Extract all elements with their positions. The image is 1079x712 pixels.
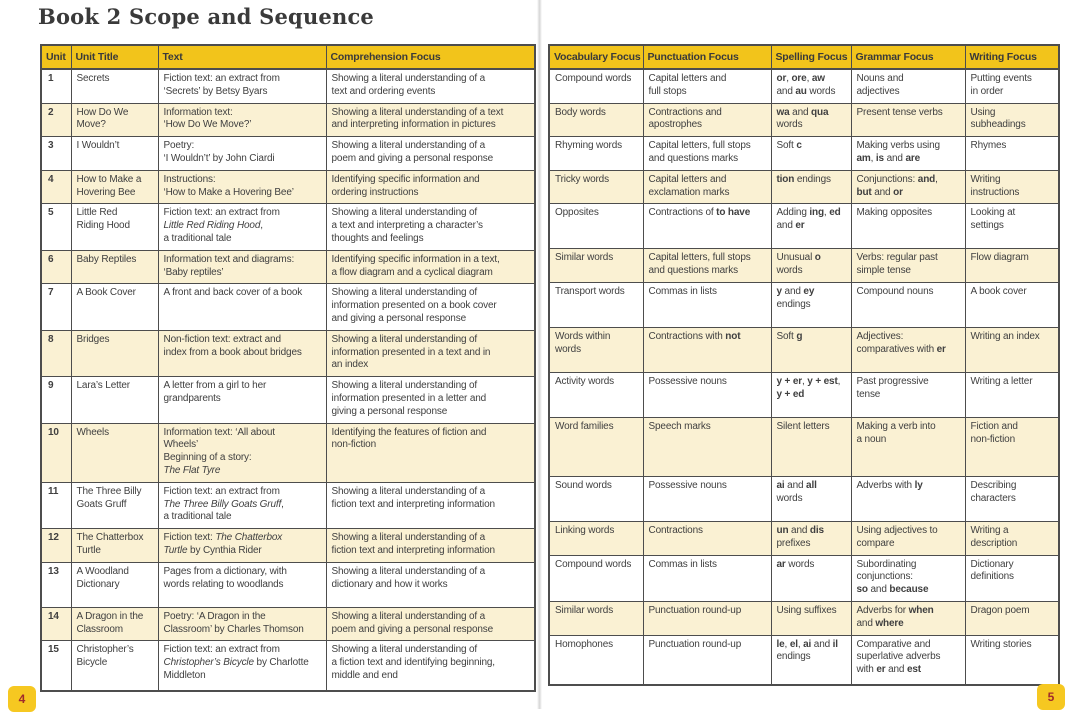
page-number-tab-right xyxy=(1037,684,1065,710)
table-row xyxy=(549,327,1059,372)
table-row xyxy=(549,521,1059,555)
title-cell: A Book Cover xyxy=(71,284,158,330)
grammar-cell: Making verbs using am, is and are xyxy=(851,137,965,171)
writing-cell: A book cover xyxy=(965,282,1059,327)
table-row xyxy=(549,555,1059,601)
writing-cell: Writing a description xyxy=(965,521,1059,555)
page-spine-divider xyxy=(537,0,542,709)
unit-cell: 13 xyxy=(41,562,71,607)
table-row xyxy=(41,170,535,204)
table-row xyxy=(41,69,535,103)
writing-cell: Using subheadings xyxy=(965,103,1059,137)
spelling-cell: Unusual o words xyxy=(771,249,851,283)
text-cell: Fiction text: an extract from Little Red Riding Hood, a traditional tale xyxy=(158,204,326,250)
column-header-comprehension-focus: Comprehension Focus xyxy=(326,45,535,69)
column-header-grammar-focus: Grammar Focus xyxy=(851,45,965,69)
punctuation-cell: Capital letters and exclamation marks xyxy=(643,170,771,204)
vocabulary-cell: Body words xyxy=(549,103,643,137)
table-row xyxy=(41,529,535,563)
vocabulary-cell: Rhyming words xyxy=(549,137,643,171)
punctuation-cell: Possessive nouns xyxy=(643,372,771,417)
vocabulary-cell: Transport words xyxy=(549,282,643,327)
right-header-row xyxy=(549,45,1059,69)
table-row xyxy=(41,330,535,376)
comprehension-cell: Identifying specific information in a text, a flow diagram and a cyclical diagram xyxy=(326,250,535,284)
grammar-cell: Past progressive tense xyxy=(851,372,965,417)
table-row xyxy=(549,635,1059,685)
grammar-cell: Conjunctions: and, but and or xyxy=(851,170,965,204)
spelling-cell: ar words xyxy=(771,555,851,601)
table-row xyxy=(41,562,535,607)
text-cell: Information text: ‘How Do We Move?’ xyxy=(158,103,326,137)
unit-cell: 15 xyxy=(41,641,71,691)
comprehension-cell: Identifying the features of fiction and non-fiction xyxy=(326,423,535,482)
grammar-cell: Present tense verbs xyxy=(851,103,965,137)
comprehension-cell: Showing a literal understanding of a fiction text and interpreting information xyxy=(326,482,535,528)
unit-cell: 1 xyxy=(41,69,71,103)
table-row xyxy=(549,170,1059,204)
column-header-vocabulary-focus: Vocabulary Focus xyxy=(549,45,643,69)
spelling-cell: Adding ing, ed and er xyxy=(771,204,851,249)
left-page-table xyxy=(40,44,536,692)
page-number-right: 5 xyxy=(1047,690,1055,704)
text-cell: Information text and diagrams: ‘Baby reptiles’ xyxy=(158,250,326,284)
column-header-writing-focus: Writing Focus xyxy=(965,45,1059,69)
punctuation-cell: Capital letters and full stops xyxy=(643,69,771,103)
title-cell: How to Make a Hovering Bee xyxy=(71,170,158,204)
table-row xyxy=(549,476,1059,521)
table-row xyxy=(41,482,535,528)
spelling-cell: y and ey endings xyxy=(771,282,851,327)
comprehension-cell: Showing a literal understanding of information presented in a text and in an index xyxy=(326,330,535,376)
spelling-cell: y + er, y + est, y + ed xyxy=(771,372,851,417)
vocabulary-cell: Linking words xyxy=(549,521,643,555)
text-cell: Fiction text: The Chatterbox Turtle by Cynthia Rider xyxy=(158,529,326,563)
punctuation-cell: Punctuation round-up xyxy=(643,635,771,685)
spelling-cell: or, ore, aw and au words xyxy=(771,69,851,103)
spelling-cell: un and dis prefixes xyxy=(771,521,851,555)
title-cell: A Woodland Dictionary xyxy=(71,562,158,607)
writing-cell: Fiction and non-fiction xyxy=(965,417,1059,476)
spelling-cell: wa and qua words xyxy=(771,103,851,137)
spelling-cell: le, el, ai and il endings xyxy=(771,635,851,685)
unit-cell: 7 xyxy=(41,284,71,330)
table-row xyxy=(41,423,535,482)
comprehension-cell: Identifying specific information and ordering instructions xyxy=(326,170,535,204)
writing-cell: Rhymes xyxy=(965,137,1059,171)
grammar-cell: Verbs: regular past simple tense xyxy=(851,249,965,283)
table-row xyxy=(549,103,1059,137)
table-row xyxy=(549,204,1059,249)
left-header-row xyxy=(41,45,535,69)
spelling-cell: Soft c xyxy=(771,137,851,171)
text-cell: Pages from a dictionary, with words relating to woodlands xyxy=(158,562,326,607)
punctuation-cell: Contractions xyxy=(643,521,771,555)
table-row xyxy=(549,417,1059,476)
unit-cell: 8 xyxy=(41,330,71,376)
unit-cell: 4 xyxy=(41,170,71,204)
writing-cell: Flow diagram xyxy=(965,249,1059,283)
grammar-cell: Using adjectives to compare xyxy=(851,521,965,555)
writing-cell: Writing stories xyxy=(965,635,1059,685)
grammar-cell: Making a verb into a noun xyxy=(851,417,965,476)
vocabulary-cell: Word families xyxy=(549,417,643,476)
punctuation-cell: Possessive nouns xyxy=(643,476,771,521)
text-cell: Poetry: ‘I Wouldn’t’ by John Ciardi xyxy=(158,137,326,171)
comprehension-cell: Showing a literal understanding of a fiction text and identifying beginning, middle and end xyxy=(326,641,535,691)
grammar-cell: Subordinating conjunctions: so and because xyxy=(851,555,965,601)
spelling-cell: Using suffixes xyxy=(771,601,851,635)
vocabulary-cell: Sound words xyxy=(549,476,643,521)
title-cell: Lara’s Letter xyxy=(71,377,158,423)
column-header-text: Text xyxy=(158,45,326,69)
text-cell: A front and back cover of a book xyxy=(158,284,326,330)
grammar-cell: Comparative and superlative adverbs with er and est xyxy=(851,635,965,685)
title-cell: A Dragon in the Classroom xyxy=(71,607,158,641)
punctuation-cell: Speech marks xyxy=(643,417,771,476)
writing-cell: Looking at settings xyxy=(965,204,1059,249)
vocabulary-cell: Tricky words xyxy=(549,170,643,204)
table-row xyxy=(549,249,1059,283)
page-title: Book 2 Scope and Sequence xyxy=(38,4,374,29)
punctuation-cell: Contractions with not xyxy=(643,327,771,372)
title-cell: I Wouldn’t xyxy=(71,137,158,171)
page-number-left: 4 xyxy=(18,692,26,706)
comprehension-cell: Showing a literal understanding of information presented in a letter and giving a personal response xyxy=(326,377,535,423)
title-cell: Secrets xyxy=(71,69,158,103)
table-row xyxy=(41,137,535,171)
text-cell: Fiction text: an extract from Christopher’s Bicycle by Charlotte Middleton xyxy=(158,641,326,691)
right-page-table xyxy=(548,44,1060,686)
unit-cell: 3 xyxy=(41,137,71,171)
title-cell: Baby Reptiles xyxy=(71,250,158,284)
page-number-tab-left xyxy=(8,686,36,712)
comprehension-cell: Showing a literal understanding of a text and interpreting a character’s thoughts and feelings xyxy=(326,204,535,250)
text-cell: Fiction text: an extract from The Three Billy Goats Gruff, a traditional tale xyxy=(158,482,326,528)
writing-cell: Putting events in order xyxy=(965,69,1059,103)
table-row xyxy=(41,103,535,137)
spelling-cell: tion endings xyxy=(771,170,851,204)
writing-cell: Describing characters xyxy=(965,476,1059,521)
table-row xyxy=(41,284,535,330)
grammar-cell: Nouns and adjectives xyxy=(851,69,965,103)
text-cell: Instructions: ‘How to Make a Hovering Bee’ xyxy=(158,170,326,204)
punctuation-cell: Commas in lists xyxy=(643,282,771,327)
text-cell: A letter from a girl to her grandparents xyxy=(158,377,326,423)
title-cell: Wheels xyxy=(71,423,158,482)
title-cell: Little Red Riding Hood xyxy=(71,204,158,250)
text-cell: Poetry: ‘A Dragon in the Classroom’ by Charles Thomson xyxy=(158,607,326,641)
text-cell: Information text: ‘All about Wheels’ Beginning of a story: The Flat Tyre xyxy=(158,423,326,482)
title-cell: How Do We Move? xyxy=(71,103,158,137)
vocabulary-cell: Similar words xyxy=(549,601,643,635)
spelling-cell: Silent letters xyxy=(771,417,851,476)
unit-cell: 6 xyxy=(41,250,71,284)
spelling-cell: ai and all words xyxy=(771,476,851,521)
comprehension-cell: Showing a literal understanding of information presented on a book cover and giving a personal response xyxy=(326,284,535,330)
table-row xyxy=(41,641,535,691)
table-row xyxy=(549,601,1059,635)
unit-cell: 12 xyxy=(41,529,71,563)
punctuation-cell: Capital letters, full stops and questions marks xyxy=(643,249,771,283)
table-row xyxy=(549,69,1059,103)
writing-cell: Writing instructions xyxy=(965,170,1059,204)
title-cell: Christopher’s Bicycle xyxy=(71,641,158,691)
vocabulary-cell: Opposites xyxy=(549,204,643,249)
comprehension-cell: Showing a literal understanding of a poem and giving a personal response xyxy=(326,137,535,171)
column-header-spelling-focus: Spelling Focus xyxy=(771,45,851,69)
grammar-cell: Compound nouns xyxy=(851,282,965,327)
title-cell: The Three Billy Goats Gruff xyxy=(71,482,158,528)
comprehension-cell: Showing a literal understanding of a poem and giving a personal response xyxy=(326,607,535,641)
unit-cell: 14 xyxy=(41,607,71,641)
unit-cell: 11 xyxy=(41,482,71,528)
unit-cell: 2 xyxy=(41,103,71,137)
vocabulary-cell: Homophones xyxy=(549,635,643,685)
column-header-punctuation-focus: Punctuation Focus xyxy=(643,45,771,69)
grammar-cell: Making opposites xyxy=(851,204,965,249)
comprehension-cell: Showing a literal understanding of a text and interpreting information in pictures xyxy=(326,103,535,137)
writing-cell: Writing a letter xyxy=(965,372,1059,417)
comprehension-cell: Showing a literal understanding of a dictionary and how it works xyxy=(326,562,535,607)
table-row xyxy=(41,607,535,641)
table-row xyxy=(41,204,535,250)
unit-cell: 10 xyxy=(41,423,71,482)
writing-cell: Dictionary definitions xyxy=(965,555,1059,601)
spelling-cell: Soft g xyxy=(771,327,851,372)
table-row xyxy=(41,377,535,423)
title-cell: The Chatterbox Turtle xyxy=(71,529,158,563)
vocabulary-cell: Activity words xyxy=(549,372,643,417)
title-cell: Bridges xyxy=(71,330,158,376)
text-cell: Non-fiction text: extract and index from a book about bridges xyxy=(158,330,326,376)
grammar-cell: Adverbs with ly xyxy=(851,476,965,521)
grammar-cell: Adverbs for when and where xyxy=(851,601,965,635)
table-row xyxy=(549,372,1059,417)
comprehension-cell: Showing a literal understanding of a text and ordering events xyxy=(326,69,535,103)
column-header-unit: Unit xyxy=(41,45,71,69)
vocabulary-cell: Words within words xyxy=(549,327,643,372)
punctuation-cell: Contractions of to have xyxy=(643,204,771,249)
grammar-cell: Adjectives: comparatives with er xyxy=(851,327,965,372)
vocabulary-cell: Compound words xyxy=(549,69,643,103)
punctuation-cell: Contractions and apostrophes xyxy=(643,103,771,137)
punctuation-cell: Punctuation round-up xyxy=(643,601,771,635)
punctuation-cell: Commas in lists xyxy=(643,555,771,601)
table-row xyxy=(41,250,535,284)
vocabulary-cell: Similar words xyxy=(549,249,643,283)
table-row xyxy=(549,282,1059,327)
writing-cell: Writing an index xyxy=(965,327,1059,372)
comprehension-cell: Showing a literal understanding of a fiction text and interpreting information xyxy=(326,529,535,563)
writing-cell: Dragon poem xyxy=(965,601,1059,635)
vocabulary-cell: Compound words xyxy=(549,555,643,601)
unit-cell: 5 xyxy=(41,204,71,250)
punctuation-cell: Capital letters, full stops and questions marks xyxy=(643,137,771,171)
unit-cell: 9 xyxy=(41,377,71,423)
text-cell: Fiction text: an extract from ‘Secrets’ by Betsy Byars xyxy=(158,69,326,103)
table-row xyxy=(549,137,1059,171)
column-header-unit-title: Unit Title xyxy=(71,45,158,69)
